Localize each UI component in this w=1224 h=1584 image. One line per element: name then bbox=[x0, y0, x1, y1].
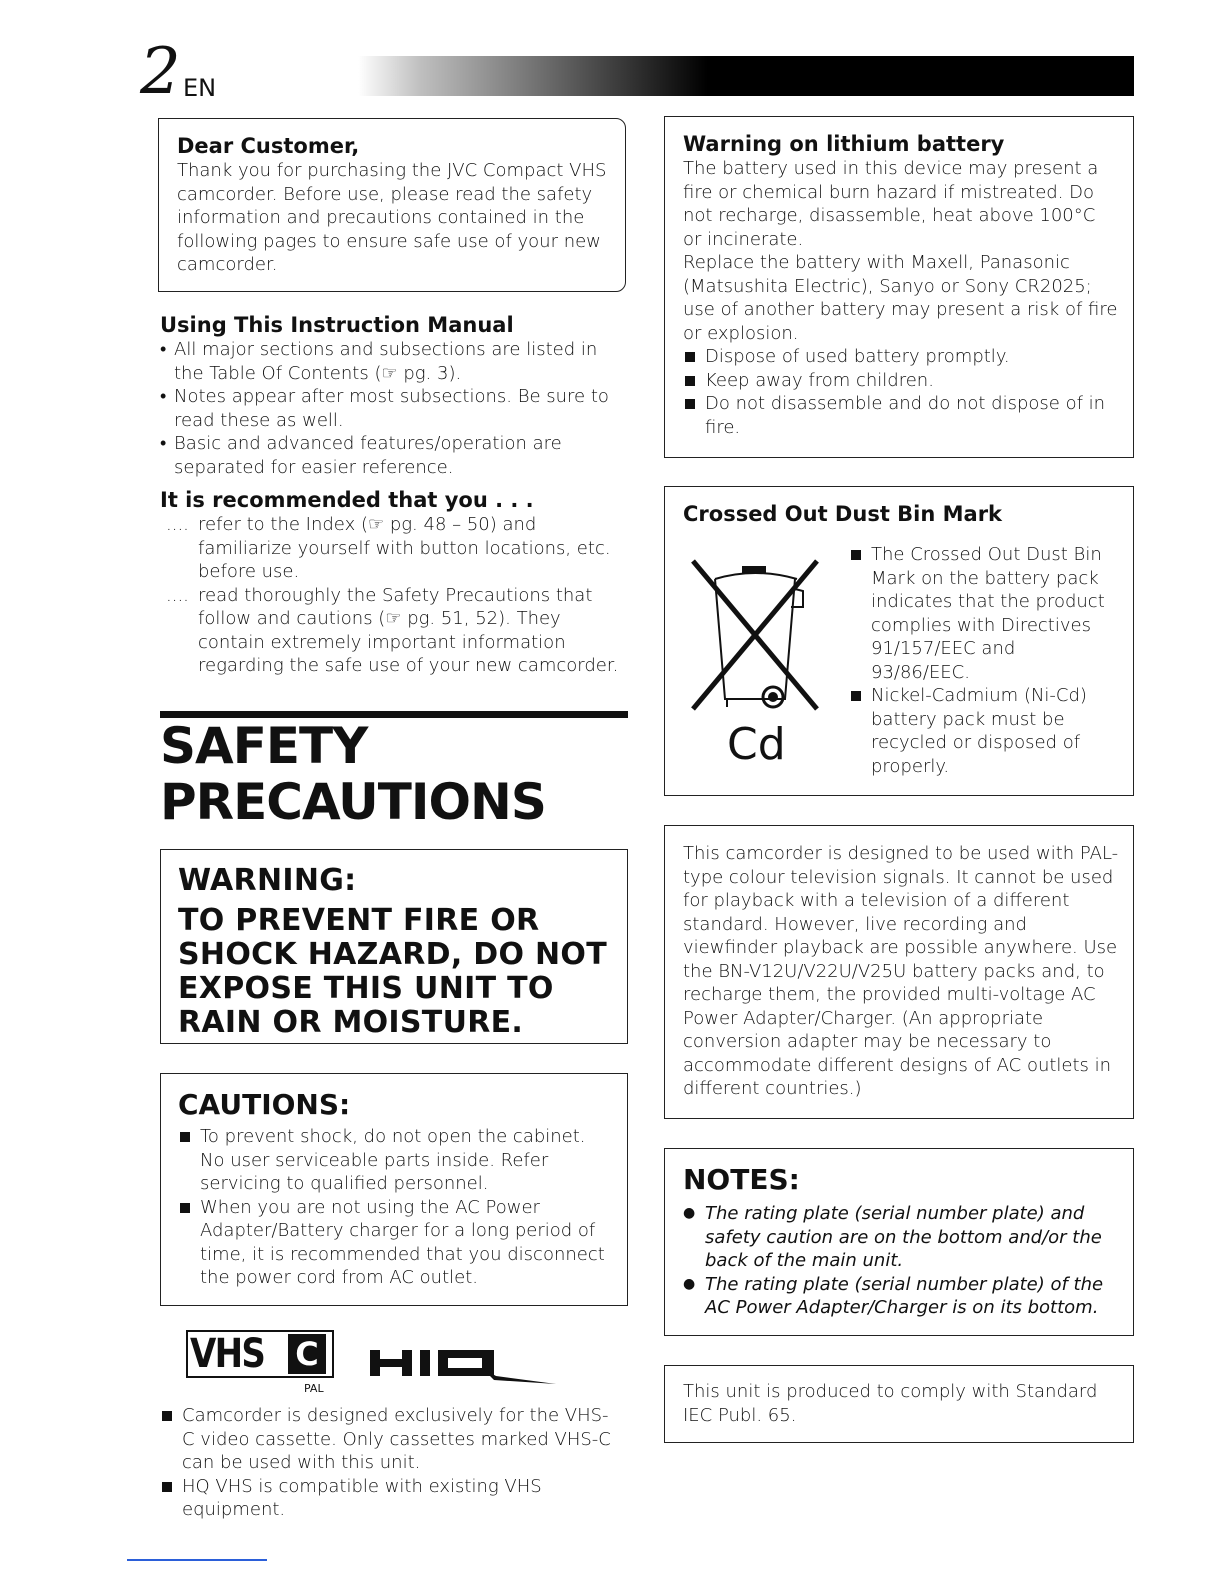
header-bar bbox=[358, 56, 1134, 96]
list-item: .... refer to the Index (☞ pg. 48 – 50) and familiarize yourself with button locations, etc. before use. bbox=[160, 513, 632, 584]
list-item: Camcorder is designed exclusively for the VHS-C video cassette. Only cassettes marked VHS-C can be used with this unit. bbox=[160, 1404, 620, 1475]
pal-info-body: This camcorder is designed to be used with PAL-type colour television signals. It cannot be used for playback with a television of a different standard. However, live recording and viewfinder playback are possible anywhere. Use the BN-V12U/V22U/V25U battery packs and, to recharge them, the provided multi-voltage AC Power Adapter/Charger. (An appropriate conversion adapter may be necessary to accommodate different designs of AC outlets in different countries.) bbox=[683, 843, 1119, 1099]
standard-body: This unit is produced to comply with Standard IEC Publ. 65. bbox=[683, 1381, 1098, 1426]
lithium-title: Warning on lithium battery bbox=[683, 132, 1005, 156]
safety-heading bbox=[160, 718, 546, 830]
lithium-body-2: Replace the battery with Maxell, Panasonic (Matsushita Electric), Sanyo or Sony CR2025; use of another battery may present a risk of fire or explosion. bbox=[683, 252, 1118, 344]
footer-link-line bbox=[127, 1559, 267, 1561]
list-item: • Basic and advanced features/operation are separated for easier reference. bbox=[160, 432, 632, 479]
dust-bin-box bbox=[664, 486, 1134, 796]
list-item: • Notes appear after most subsections. Be sure to read these as well. bbox=[160, 385, 632, 432]
page-language: EN bbox=[183, 74, 217, 102]
list-item: HQ VHS is compatible with existing VHS equipment. bbox=[160, 1475, 620, 1522]
list-item: Nickel-Cadmium (Ni-Cd) battery pack must be recycled or disposed of properly. bbox=[849, 684, 1111, 778]
warning-title: WARNING: bbox=[178, 863, 357, 898]
crossed-out-bin-icon bbox=[685, 549, 825, 719]
dear-customer-body: Thank you for purchasing the JVC Compact VHS camcorder. Before use, please read the safety information and precautions contained in the following pages to ensure safe use of your new camcorder. bbox=[177, 160, 607, 275]
dust-bin-list bbox=[849, 543, 1111, 778]
list-item: Do not disassemble and do not dispose of in fire. bbox=[683, 392, 1119, 439]
dust-bin-title: Crossed Out Dust Bin Mark bbox=[683, 502, 1003, 526]
recommended-list bbox=[160, 513, 632, 678]
list-item: Dispose of used battery promptly. bbox=[683, 345, 1119, 369]
cd-label: Cd bbox=[727, 719, 786, 770]
lithium-list bbox=[683, 345, 1119, 439]
dear-customer-box bbox=[158, 118, 626, 292]
notes-title: NOTES: bbox=[683, 1163, 800, 1196]
warning-box bbox=[160, 849, 628, 1044]
using-manual-list bbox=[160, 338, 632, 479]
safety-heading-line2: PRECAUTIONS bbox=[160, 773, 546, 831]
using-manual-title: Using This Instruction Manual bbox=[160, 313, 514, 337]
hq-logo bbox=[368, 1346, 558, 1390]
dear-customer-title: Dear Customer, bbox=[177, 134, 360, 158]
vhs-logo-text: VHS bbox=[190, 1331, 265, 1377]
list-item: • All major sections and subsections are listed in the Table Of Contents (☞ pg. 3). bbox=[160, 338, 632, 385]
list-item: ● The rating plate (serial number plate) and safety caution are on the bottom and/or the back of the main unit. bbox=[683, 1202, 1119, 1273]
lithium-body-1: The battery used in this device may present a fire or chemical burn hazard if mistreated. Do not recharge, disassemble, heat above 100°C or incinerate. bbox=[683, 158, 1099, 250]
notes-list bbox=[683, 1202, 1119, 1320]
lithium-warning-box bbox=[664, 116, 1134, 458]
list-item: To prevent shock, do not open the cabinet. No user serviceable parts inside. Refer servicing to qualified personnel. bbox=[178, 1125, 613, 1196]
cautions-title: CAUTIONS: bbox=[178, 1088, 351, 1121]
warning-body: TO PREVENT FIRE OR SHOCK HAZARD, DO NOT EXPOSE THIS UNIT TO RAIN OR MOISTURE. bbox=[178, 903, 607, 1040]
standard-box bbox=[664, 1365, 1134, 1443]
list-item: Keep away from children. bbox=[683, 369, 1119, 393]
notes-box bbox=[664, 1148, 1134, 1336]
page-number: 2 bbox=[140, 35, 181, 109]
vhs-c-letter: C bbox=[288, 1334, 326, 1374]
list-item: The Crossed Out Dust Bin Mark on the battery pack indicates that the product complies with Directives 91/157/EEC and 93/86/EEC. bbox=[849, 543, 1111, 684]
vhs-c-logo bbox=[186, 1330, 336, 1395]
safety-heading-line1: SAFETY bbox=[160, 717, 368, 775]
list-item: .... read thoroughly the Safety Precautions that follow and cautions (☞ pg. 51, 52). They contain extremely important information regarding the safe use of your new camcorder. bbox=[160, 584, 632, 678]
using-manual-section bbox=[160, 312, 632, 678]
vhs-notes bbox=[160, 1404, 620, 1522]
vhs-notes-list bbox=[160, 1404, 620, 1522]
cautions-list bbox=[178, 1125, 613, 1290]
pal-label: PAL bbox=[304, 1382, 324, 1395]
recommended-title: It is recommended that you . . . bbox=[160, 488, 534, 512]
list-item: When you are not using the AC Power Adapter/Battery charger for a long period of time, it is recommended that you disconnect the power cord from AC outlet. bbox=[178, 1196, 613, 1290]
list-item: ● The rating plate (serial number plate) of the AC Power Adapter/Charger is on its bottom. bbox=[683, 1273, 1119, 1320]
cautions-box bbox=[160, 1073, 628, 1306]
pal-info-box bbox=[664, 825, 1134, 1119]
